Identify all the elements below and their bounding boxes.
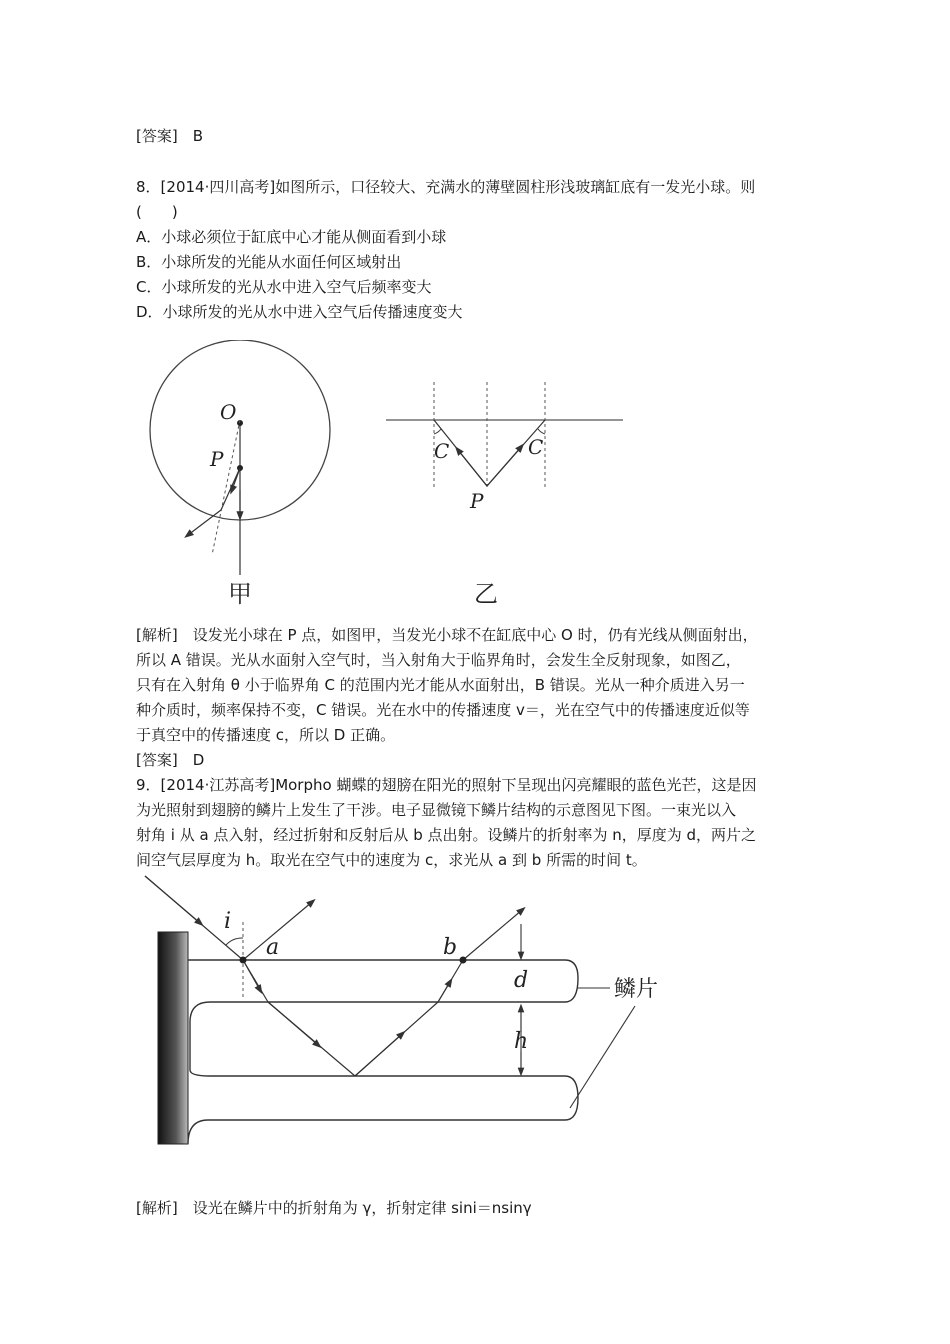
q8-analysis-line2: 所以 A 错误。光从水面射入空气时，当入射角大于临界角时，会发生全反射现象，如图乙， <box>136 651 741 669</box>
q9-stem-line4: 间空气层厚度为 h。取光在空气中的速度为 c，求光从 a 到 b 所需的时间 t。 <box>136 851 647 869</box>
q9-analysis: [解析] 设光在鳞片中的折射角为 γ，折射定律 sini＝nsinγ <box>136 1199 532 1217</box>
label-o: O <box>220 400 237 424</box>
q8-stem-line1: 8．[2014·四川高考]如图所示，口径较大、充满水的薄壁圆柱形浅玻璃缸底有一发光小球。则 <box>136 178 756 196</box>
q9-stem-line2: 为光照射到翅膀的鳞片上发生了干涉。电子显微镜下鳞片结构的示意图见下图。一束光以入 <box>136 801 737 819</box>
q8-option-d: D．小球所发的光从水中进入空气后传播速度变大 <box>136 303 463 321</box>
q8-analysis-line1: [解析] 设发光小球在 P 点，如图甲，当发光小球不在缸底中心 O 时，仍有光线从侧面射出， <box>136 626 758 644</box>
q8-answer: [答案] D <box>136 751 205 769</box>
q8-option-a: A．小球必须位于缸底中心才能从侧面看到小球 <box>136 228 447 246</box>
label-p-right: P <box>470 489 484 513</box>
label-p: P <box>210 447 224 471</box>
q9-stem-line3: 射角 i 从 a 点入射，经过折射和反射后从 b 点出射。设鳞片的折射率为 n，厚度为 d，两片之 <box>136 826 757 844</box>
base-wall <box>158 932 188 1144</box>
q8-figure <box>136 340 636 612</box>
q8-option-b: B．小球所发的光能从水面任何区域射出 <box>136 253 402 271</box>
point-a <box>240 957 247 964</box>
q8-analysis-line4: 种介质时，频率保持不变，C 错误。光在水中的传播速度 v＝，光在空气中的传播速度近似等 <box>136 701 750 719</box>
q9-stem-line1: 9．[2014·江苏高考]Morpho 蝴蝶的翅膀在阳光的照射下呈现出闪亮耀眼的蓝色光芒，这是因 <box>136 776 757 794</box>
q9-figure <box>140 872 700 1152</box>
q8-analysis-line3: 只有在入射角 θ 小于临界角 C 的范围内光才能从水面射出，B 错误。光从一种介质进入另一 <box>136 676 745 694</box>
normal-dashed <box>212 420 240 555</box>
q8-stem-line2: ( ) <box>136 203 178 221</box>
label-scale: 鳞片 <box>614 977 659 1002</box>
label-c-right: C <box>528 435 544 459</box>
label-b: b <box>443 935 458 960</box>
previous-answer: [答案] B <box>136 127 203 145</box>
label-c-left: C <box>434 439 450 463</box>
q8-analysis-line5: 于真空中的传播速度 c，所以 D 正确。 <box>136 726 396 744</box>
label-d: d <box>514 968 529 993</box>
point-b <box>460 957 467 964</box>
label-a: a <box>266 935 280 960</box>
lower-scale <box>188 1070 578 1144</box>
caption-yi: 乙 <box>474 580 498 608</box>
label-i: i <box>224 909 232 934</box>
label-h: h <box>514 1029 529 1054</box>
q8-option-c: C．小球所发的光从水中进入空气后频率变大 <box>136 278 432 296</box>
caption-jia: 甲 <box>228 580 252 608</box>
